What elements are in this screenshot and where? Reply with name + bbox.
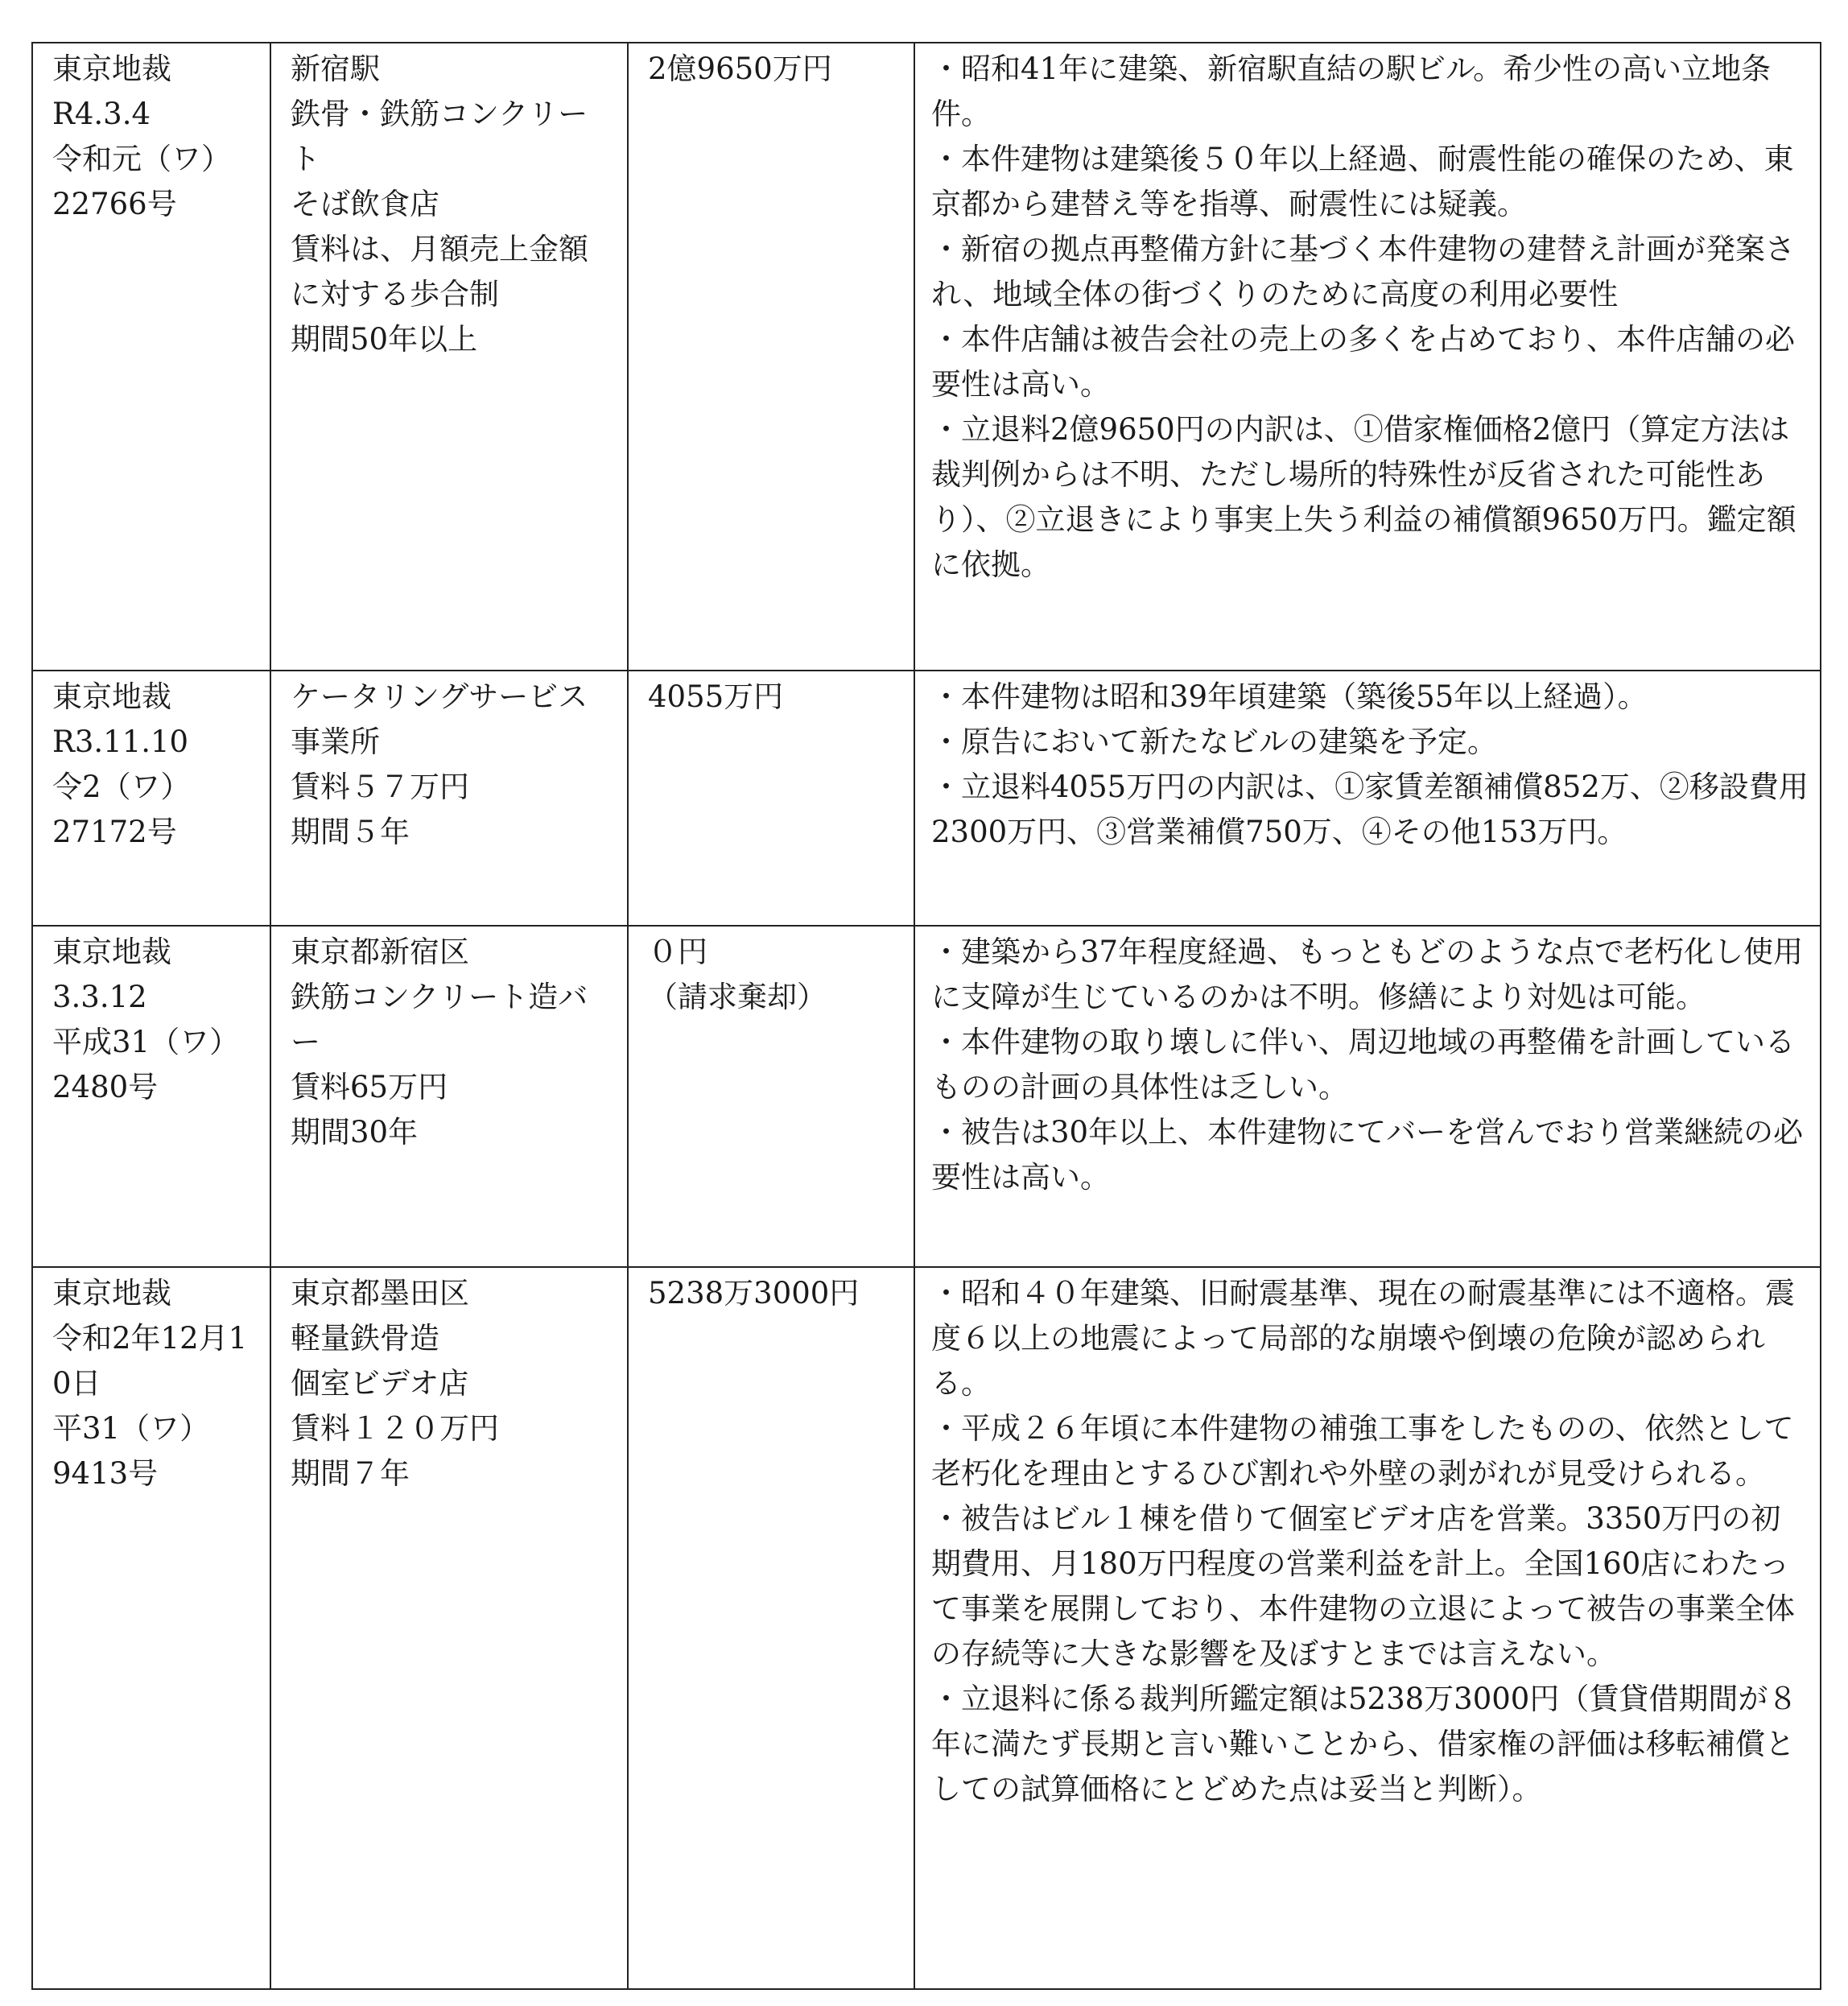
- amount-cell: [628, 671, 914, 926]
- lease-period: 期間30年: [291, 1115, 419, 1150]
- note-item: ・被告は30年以上、本件建物にてバーを営んでおり営業継続の必要性は高い。: [931, 1115, 1804, 1195]
- notes-cell: [914, 926, 1821, 1267]
- table-row: [32, 1267, 1821, 1989]
- rent: 賃料は、月額売上金額に対する歩合制: [291, 232, 588, 312]
- notes-cell: [914, 671, 1821, 926]
- note-item: ・平成２６年頃に本件建物の補強工事をしたものの、依然として老朽化を理由とするひび割れや外壁の剥がれが見受けられる。: [931, 1411, 1794, 1491]
- property-cell: [270, 1267, 628, 1989]
- court-cell: [32, 43, 270, 671]
- note-item: ・本件建物は昭和39年頃建築（築後55年以上経過）。: [931, 679, 1648, 714]
- note-item: ・建築から37年程度経過、もっともどのような点で老朽化し使用に支障が生じているのかは不明。修繕により対処は可能。: [931, 935, 1804, 1014]
- note-item: ・昭和41年に建築、新宿駅直結の駅ビル。希少性の高い立地条件。: [931, 52, 1772, 131]
- settlement-amount: 5238万3000円: [648, 1276, 860, 1311]
- lease-period: 期間７年: [291, 1456, 410, 1491]
- case-table: [31, 42, 1821, 1990]
- note-item: ・原告において新たなビルの建築を予定。: [931, 724, 1497, 759]
- property-cell: [270, 43, 628, 671]
- case-number: 27172号: [52, 815, 177, 849]
- property-location: 東京都墨田区: [291, 1276, 469, 1311]
- building-structure: 軽量鉄骨造: [291, 1321, 439, 1356]
- property-cell: [270, 671, 628, 926]
- table-row: [32, 671, 1821, 926]
- note-item: ・本件店舗は被告会社の売上の多くを占めており、本件店舗の必要性は高い。: [931, 322, 1795, 402]
- note-item: ・立退料4055万円の内訳は、①家賃差額補償852万、②移設費用2300万円、③営業補償750万、④その他153万円。: [931, 770, 1809, 849]
- building-structure: 鉄骨・鉄筋コンクリート: [291, 97, 588, 176]
- business-type: ケータリングサービス事業所: [291, 679, 588, 759]
- note-item: ・本件建物は建築後５０年以上経過、耐震性能の確保のため、東京都から建替え等を指導、耐震性には疑義。: [931, 142, 1794, 221]
- amount-cell: [628, 43, 914, 671]
- table-row: [32, 43, 1821, 671]
- case-number: 平成31（ワ）2480号: [52, 1025, 240, 1104]
- judgment-date: 令和2年12月10日: [52, 1321, 248, 1401]
- court-name: 東京地裁: [52, 1276, 171, 1311]
- case-number: 令2（ワ）: [52, 770, 191, 804]
- note-item: ・本件建物の取り壊しに伴い、周辺地域の再整備を計画しているものの計画の具体性は乏しい。: [931, 1025, 1795, 1104]
- amount-cell: [628, 1267, 914, 1989]
- court-cell: [32, 926, 270, 1267]
- judgment-date: 3.3.12: [52, 980, 147, 1014]
- case-number: 平31（ワ）: [52, 1411, 210, 1446]
- business-type: そば飲食店: [291, 187, 439, 221]
- court-name: 東京地裁: [52, 679, 171, 714]
- court-name: 東京地裁: [52, 52, 171, 86]
- court-cell: [32, 671, 270, 926]
- case-number: 令和元（ワ）: [52, 142, 231, 176]
- lease-period: 期間50年以上: [291, 322, 478, 357]
- note-item: ・昭和４０年建築、旧耐震基準、現在の耐震基準には不適格。震度６以上の地震によって局部的な崩壊や倒壊の危険が認められる。: [931, 1276, 1795, 1401]
- property-location: 東京都新宿区: [291, 935, 469, 969]
- property-location: 新宿駅: [291, 52, 380, 86]
- amount-cell: [628, 926, 914, 1267]
- rent: 賃料１２０万円: [291, 1411, 499, 1446]
- property-cell: [270, 926, 628, 1267]
- ruling-result: （請求棄却）: [648, 980, 827, 1014]
- lease-period: 期間５年: [291, 815, 410, 849]
- note-item: ・新宿の拠点再整備方針に基づく本件建物の建替え計画が発案され、地域全体の街づくりのために高度の利用必要性: [931, 232, 1795, 312]
- building-structure: 鉄筋コンクリート造バー: [291, 980, 588, 1059]
- rent: 賃料５７万円: [291, 770, 469, 804]
- notes-cell: [914, 43, 1821, 671]
- table-row: [32, 926, 1821, 1267]
- case-number: 22766号: [52, 187, 177, 221]
- settlement-amount: ０円: [648, 935, 707, 969]
- court-cell: [32, 1267, 270, 1989]
- settlement-amount: 4055万円: [648, 679, 784, 714]
- rent: 賃料65万円: [291, 1070, 448, 1104]
- business-type: 個室ビデオ店: [291, 1366, 469, 1401]
- case-number: 9413号: [52, 1456, 159, 1491]
- note-item: ・被告はビル１棟を借りて個室ビデオ店を営業。3350万円の初期費用、月180万円程度の営業利益を計上。全国160店にわたって事業を展開しており、本件建物の立退によって被告の事業全体の存続等に大きな影響を及ぼすとまでは言えない。: [931, 1501, 1795, 1671]
- note-item: ・立退料2億9650円の内訳は、①借家権価格2億円（算定方法は裁判例からは不明、ただし場所的特殊性が反省された可能性あり）、②立退きにより事実上失う利益の補償額9650万円。鑑定額に依拠。: [931, 412, 1796, 582]
- court-name: 東京地裁: [52, 935, 171, 969]
- judgment-date: R4.3.4: [52, 97, 151, 131]
- notes-cell: [914, 1267, 1821, 1989]
- note-item: ・立退料に係る裁判所鑑定額は5238万3000円（賃貸借期間が８年に満たず長期と言い難いことから、借家権の評価は移転補償としての試算価格にとどめた点は妥当と判断）。: [931, 1682, 1798, 1806]
- settlement-amount: 2億9650万円: [648, 52, 832, 86]
- judgment-date: R3.11.10: [52, 724, 189, 759]
